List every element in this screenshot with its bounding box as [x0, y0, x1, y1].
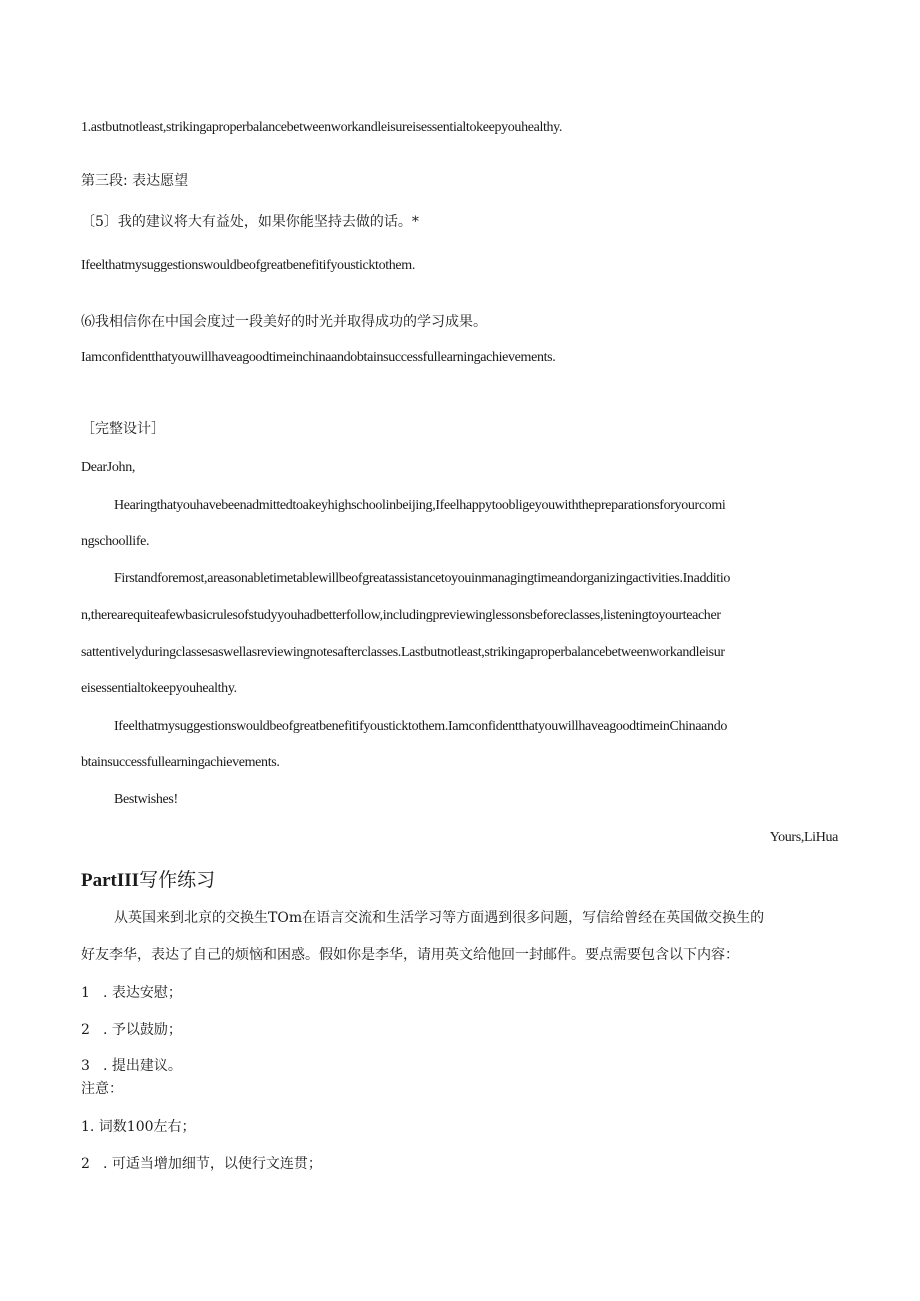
section-three-heading: 第三段: 表达愿望	[81, 173, 189, 189]
item6-chinese: ⑹我相信你在中国会度过一段美好的时光并取得成功的学习成果。	[81, 314, 487, 330]
point-number: 1	[81, 985, 90, 1001]
point-number: 3	[81, 1058, 90, 1074]
part3-point-1	[81, 984, 182, 1002]
item6-english: Iamconfidentthatyouwillhaveagoodtimeinchinaandobtainsuccessfullearningachievements.	[81, 350, 556, 365]
item5-english: Ifeelthatmysuggestionswouldbeofgreatbenefitifyousticktothem.	[81, 258, 415, 273]
notes-heading: 注意：	[81, 1081, 123, 1097]
letter-paragraph2-line2: n,therearequiteafewbasicrulesofstudyyouhadbetterfollow,includingpreviewinglessonsbeforeclasses,listeningtoyourteacher	[81, 608, 721, 623]
part3-point-3	[81, 1057, 182, 1075]
letter-paragraph3-line2: btainsuccessfullearningachievements.	[81, 755, 280, 770]
letter-greeting: DearJohn,	[81, 460, 135, 475]
part3-title-chinese: 写作练习	[139, 869, 216, 891]
note-text: . 可适当增加细节，以使行文连贯；	[103, 1156, 322, 1172]
part3-point-2	[81, 1021, 182, 1039]
letter-paragraph3-line1: Ifeelthatmysuggestionswouldbeofgreatbenefitifyousticktothem.IamconfidentthatyouwillhaveagoodtimeinChinaando	[114, 719, 727, 734]
letter-paragraph2-line1: Firstandforemost,areasonabletimetablewillbeofgreatassistancetoyouinmanagingtimeandorganizingactivities.Inadditio	[114, 571, 731, 586]
note-1: 1. 词数100左右；	[81, 1119, 196, 1135]
letter-closing: Bestwishes!	[114, 792, 178, 807]
part3-title	[81, 868, 215, 895]
point-text: . 提出建议。	[103, 1058, 182, 1074]
point-text: . 表达安慰；	[103, 985, 182, 1001]
part3-title-english: PartIII	[81, 870, 140, 891]
letter-signature: Yours,LiHua	[769, 830, 838, 845]
letter-paragraph1-line2: ngschoollife.	[81, 534, 150, 549]
note-2	[81, 1155, 322, 1173]
letter-paragraph2-line4: eisessentialtokeepyouhealthy.	[81, 681, 237, 696]
point-text: . 予以鼓励；	[103, 1022, 182, 1038]
full-design-heading: ［完整设计］	[81, 421, 165, 437]
item5-chinese: 〔5〕我的建议将大有益处，如果你能坚持去做的话。*	[81, 214, 419, 230]
point-number: 2	[81, 1022, 90, 1038]
letter-paragraph1-line1: Hearingthatyouhavebeenadmittedtoakeyhighschoolinbeijing,Ifeelhappytoobligeyouwiththepreparationsforyourcomi	[114, 498, 726, 513]
part3-intro-line1: 从英国来到北京的交换生TOm在语言交流和生活学习等方面遇到很多问题，写信给曾经在英国做交换生的	[114, 910, 765, 926]
last-point-sentence: 1.astbutnotleast,strikingaproperbalancebetweenworkandleisureisessentialtokeepyouhealthy.	[81, 120, 563, 135]
letter-paragraph2-line3: sattentivelyduringclassesaswellasreviewingnotesafterclasses.Lastbutnotleast,strikingaproperbalancebetweenworkandleisur	[81, 645, 725, 660]
note-number: 2	[81, 1156, 90, 1172]
part3-intro-line2: 好友李华，表达了自己的烦恼和困惑。假如你是李华，请用英文给他回一封邮件。要点需要包含以下内容：	[81, 947, 739, 963]
